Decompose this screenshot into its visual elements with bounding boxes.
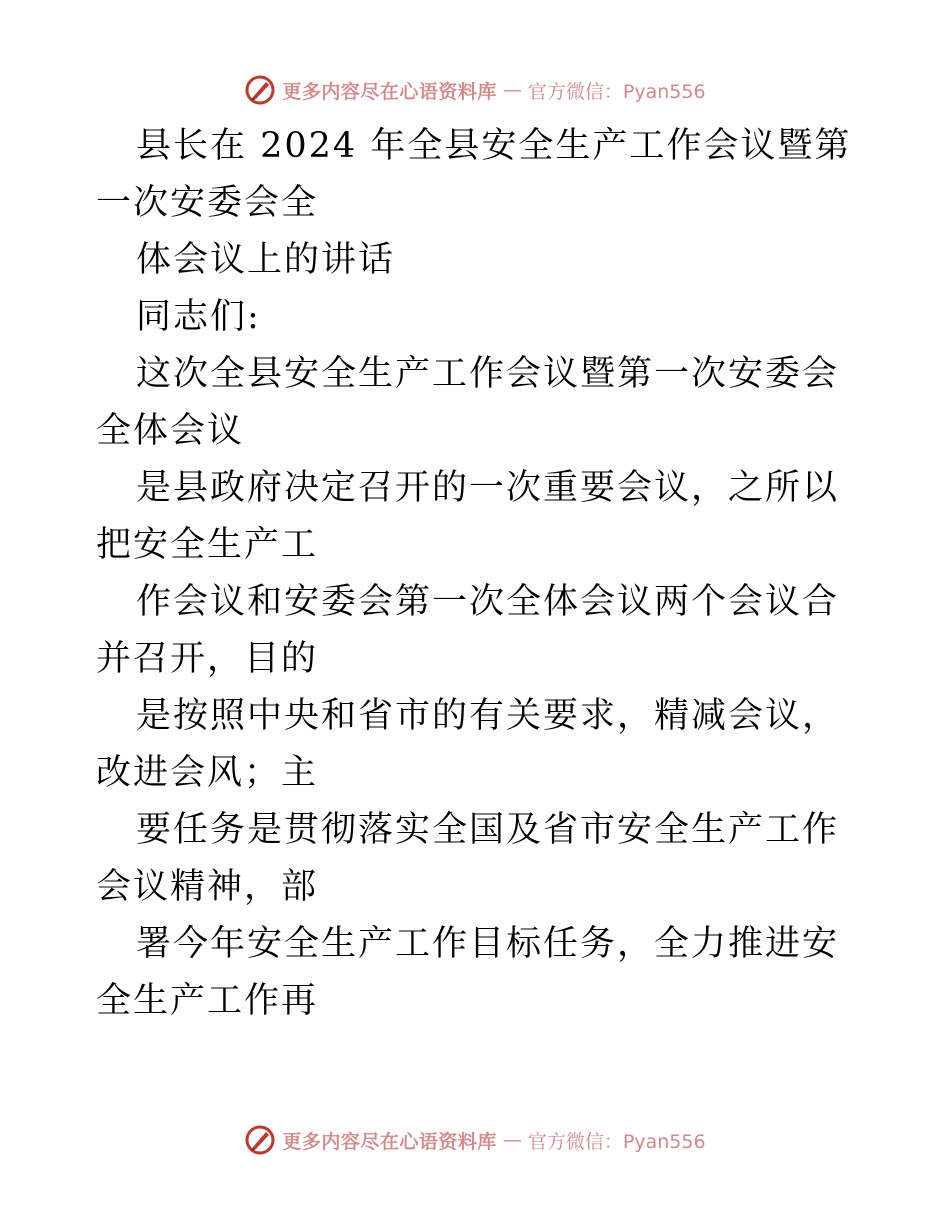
paragraph-body: 是县政府决定召开的一次重要会议，之所以把安全生产工 bbox=[96, 468, 840, 565]
header-watermark bbox=[0, 70, 950, 110]
watermark-main-text: 更多内容尽在心语资料库 bbox=[282, 1130, 497, 1153]
watermark-main-text: 更多内容尽在心语资料库 bbox=[282, 80, 497, 103]
pen-logo-icon bbox=[244, 1124, 276, 1156]
paragraph-body: 署今年安全生产工作目标任务，全力推进安全生产工作再 bbox=[96, 924, 840, 1021]
watermark-dash: — bbox=[502, 1129, 522, 1151]
pen-logo-icon bbox=[244, 74, 276, 106]
paragraph-title-line-1: 县长在 2024 年全县安全生产工作会议暨第一次安委会全 bbox=[96, 126, 852, 223]
document-body bbox=[96, 118, 856, 1030]
paragraph-body: 是按照中央和省市的有关要求，精减会议，改进会风；主 bbox=[96, 696, 840, 793]
watermark-sub-text: 官方微信：Pyan556 bbox=[527, 1130, 706, 1153]
paragraph-body: 作会议和安委会第一次全体会议两个会议合并召开，目的 bbox=[96, 582, 840, 679]
watermark-sub-text: 官方微信：Pyan556 bbox=[527, 80, 706, 103]
paragraph-body: 要任务是贯彻落实全国及省市安全生产工作会议精神，部 bbox=[96, 810, 840, 907]
paragraph-body: 这次全县安全生产工作会议暨第一次安委会全体会议 bbox=[96, 354, 840, 451]
paragraph-title-line-2: 体会议上的讲话 bbox=[136, 240, 396, 280]
footer-watermark bbox=[0, 1120, 950, 1160]
watermark-dash: — bbox=[502, 79, 522, 101]
paragraph-salutation: 同志们: bbox=[136, 297, 261, 337]
